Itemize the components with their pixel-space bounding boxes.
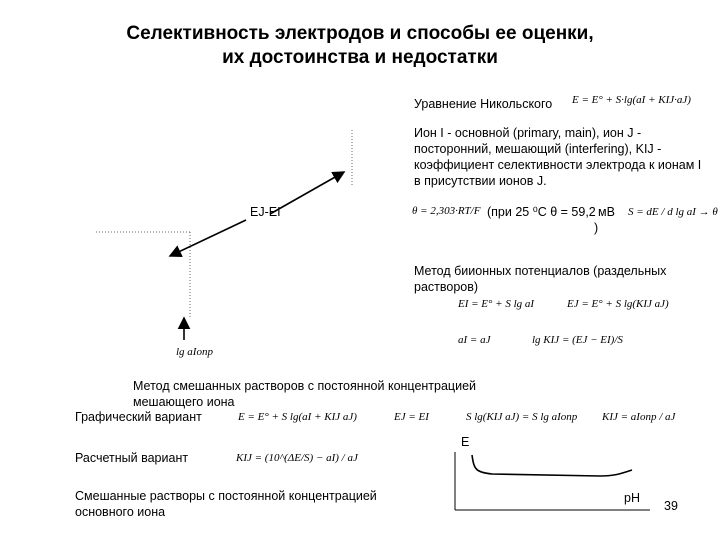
- title-line-1: Селективность электродов и способы ее оценки,: [126, 23, 594, 44]
- slope-note-line-2: ): [594, 221, 599, 235]
- biionic-label: Метод биионных потенциалов (раздельных растворов): [414, 264, 667, 294]
- lg-threshold-label: lg aIопр: [176, 346, 213, 358]
- page-number: 39: [664, 499, 678, 513]
- graphic-variant-label: Графический вариант: [75, 410, 202, 424]
- ph-plot-curve: [472, 455, 632, 476]
- biionic-formula-2: EJ = E° + S lg(KIJ aJ): [567, 298, 669, 310]
- theta-formula: θ = 2,303·RT/F: [412, 205, 481, 217]
- slope-note-line-1: (при 25 ⁰C θ = 59,2: [487, 205, 596, 219]
- graphic-formula-4: KIJ = aIопр / aJ: [602, 411, 676, 423]
- arrow-upper: [270, 172, 344, 214]
- biionic-formula-3: aI = aJ: [458, 334, 491, 346]
- nikolsky-label: Уравнение Никольского: [414, 97, 553, 111]
- title-line-2: их достоинства и недостатки: [222, 47, 498, 68]
- nikolsky-formula: E = E° + S·lg(aI + KIJ·aJ): [572, 94, 691, 106]
- ion-definition: Ион I - основной (primary, main), ион J - посторонний, мешающий (interfering), KIJ - коэффициент селективности электрода к ионам I в присутствии ионов J.: [414, 126, 702, 188]
- calculated-formula: KIJ = (10^(ΔE/S) − aI) / aJ: [236, 452, 358, 464]
- biionic-formula-1: EI = E° + S lg aI: [458, 298, 535, 310]
- ph-plot-y-label: E: [461, 435, 470, 449]
- graphic-formula-2: EJ = EI: [394, 411, 429, 423]
- calculated-variant-label: Расчетный вариант: [75, 451, 189, 465]
- potential-difference-label: EJ-EI: [250, 205, 281, 219]
- arrow-lower: [170, 220, 246, 256]
- graphic-formula-1: E = E° + S lg(aI + KIJ aJ): [238, 411, 357, 423]
- mixed-main-ion-label: Смешанные растворы с постоянной концентрацией основного иона: [75, 489, 377, 519]
- biionic-formula-4: lg KIJ = (EJ − EI)/S: [532, 334, 623, 346]
- mixed-method-label: Метод смешанных растворов с постоянной концентрацией мешающего иона: [133, 379, 477, 409]
- graphic-formula-3: S lg(KIJ aJ) = S lg aIопр: [466, 411, 578, 423]
- s-formula: S = dE / d lg aI → θ: [628, 206, 718, 218]
- slope-note-unit: мВ: [598, 205, 615, 219]
- ph-plot-x-label: pH: [624, 491, 640, 505]
